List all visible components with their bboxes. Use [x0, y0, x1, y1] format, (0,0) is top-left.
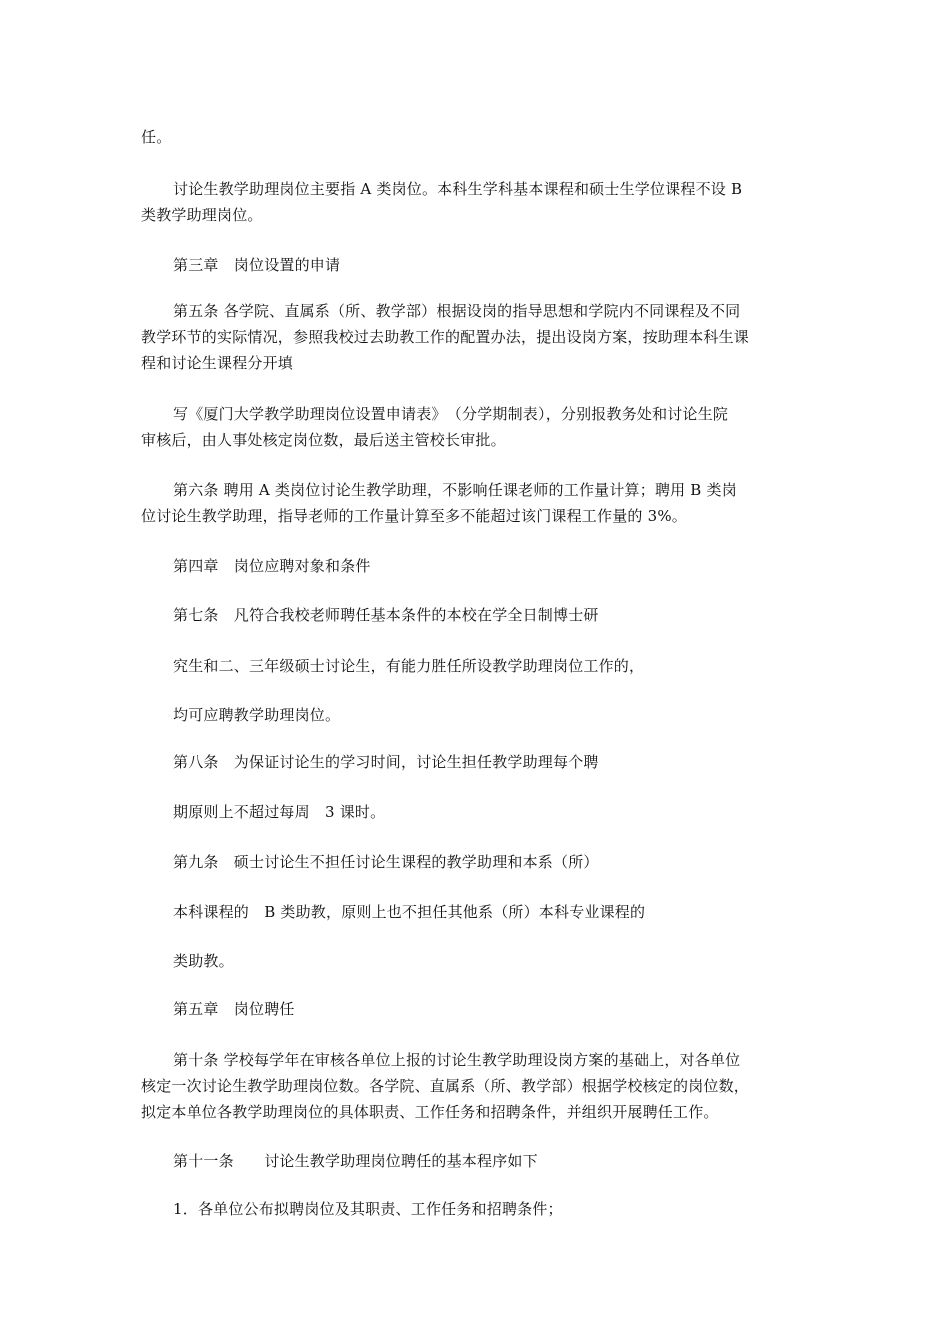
- text-line: 核定一次讨论生教学助理岗位数。各学院、直属系（所、教学部）根据学校核定的岗位数，: [141, 1077, 750, 1095]
- text-line: 究生和二、三年级硕士讨论生，有能力胜任所设教学助理岗位工作的，: [173, 657, 645, 675]
- text-line: 拟定本单位各教学助理岗位的具体职责、工作任务和招聘条件，并组织开展聘任工作。: [141, 1103, 719, 1121]
- text-line: 本科课程的 B 类助教，原则上也不担任其他系（所）本科专业课程的: [173, 903, 646, 921]
- text-line: 期原则上不超过每周 3 课时。: [173, 803, 386, 821]
- text-line: 第七条 凡符合我校老师聘任基本条件的本校在学全日制博士研: [173, 606, 599, 624]
- text-line: 第十条 学校每学年在审核各单位上报的讨论生教学助理设岗方案的基础上，对各单位: [173, 1051, 741, 1069]
- text-line: 教学环节的实际情况，参照我校过去助教工作的配置办法，提出设岗方案，按助理本科生课: [141, 328, 750, 346]
- text-line: 1．各单位公布拟聘岗位及其职责、工作任务和招聘条件；: [173, 1200, 563, 1218]
- chapter-heading: 第五章 岗位聘任: [173, 1000, 295, 1018]
- text-line: 位讨论生教学助理，指导老师的工作量计算至多不能超过该门课程工作量的 3%。: [141, 507, 687, 525]
- chapter-heading: 第三章 岗位设置的申请: [173, 256, 341, 274]
- text-line: 类助教。: [173, 952, 234, 970]
- text-line: 均可应聘教学助理岗位。: [173, 706, 341, 724]
- text-line: 程和讨论生课程分开填: [141, 354, 294, 372]
- text-line: 讨论生教学助理岗位主要指 A 类岗位。本科生学科基本课程和硕士生学位课程不设 B: [173, 180, 743, 198]
- text-line: 类教学助理岗位。: [141, 206, 263, 224]
- chapter-heading: 第四章 岗位应聘对象和条件: [173, 557, 371, 575]
- text-line: 第六条 聘用 A 类岗位讨论生教学助理，不影响任课老师的工作量计算；聘用 B 类岗: [173, 481, 737, 499]
- text-line: 任。: [141, 128, 172, 146]
- text-line: 审核后，由人事处核定岗位数，最后送主管校长审批。: [141, 431, 506, 449]
- text-line: 第九条 硕士讨论生不担任讨论生课程的教学助理和本系（所）: [173, 853, 599, 871]
- text-line: 第五条 各学院、直属系（所、教学部）根据设岗的指导思想和学院内不同课程及不同: [173, 302, 741, 320]
- text-line: 第八条 为保证讨论生的学习时间，讨论生担任教学助理每个聘: [173, 753, 599, 771]
- text-line: 第十一条 讨论生教学助理岗位聘任的基本程序如下: [173, 1152, 538, 1170]
- text-line: 写《厦门大学教学助理岗位设置申请表》 （分学期制表），分别报教务处和讨论生院: [173, 405, 729, 423]
